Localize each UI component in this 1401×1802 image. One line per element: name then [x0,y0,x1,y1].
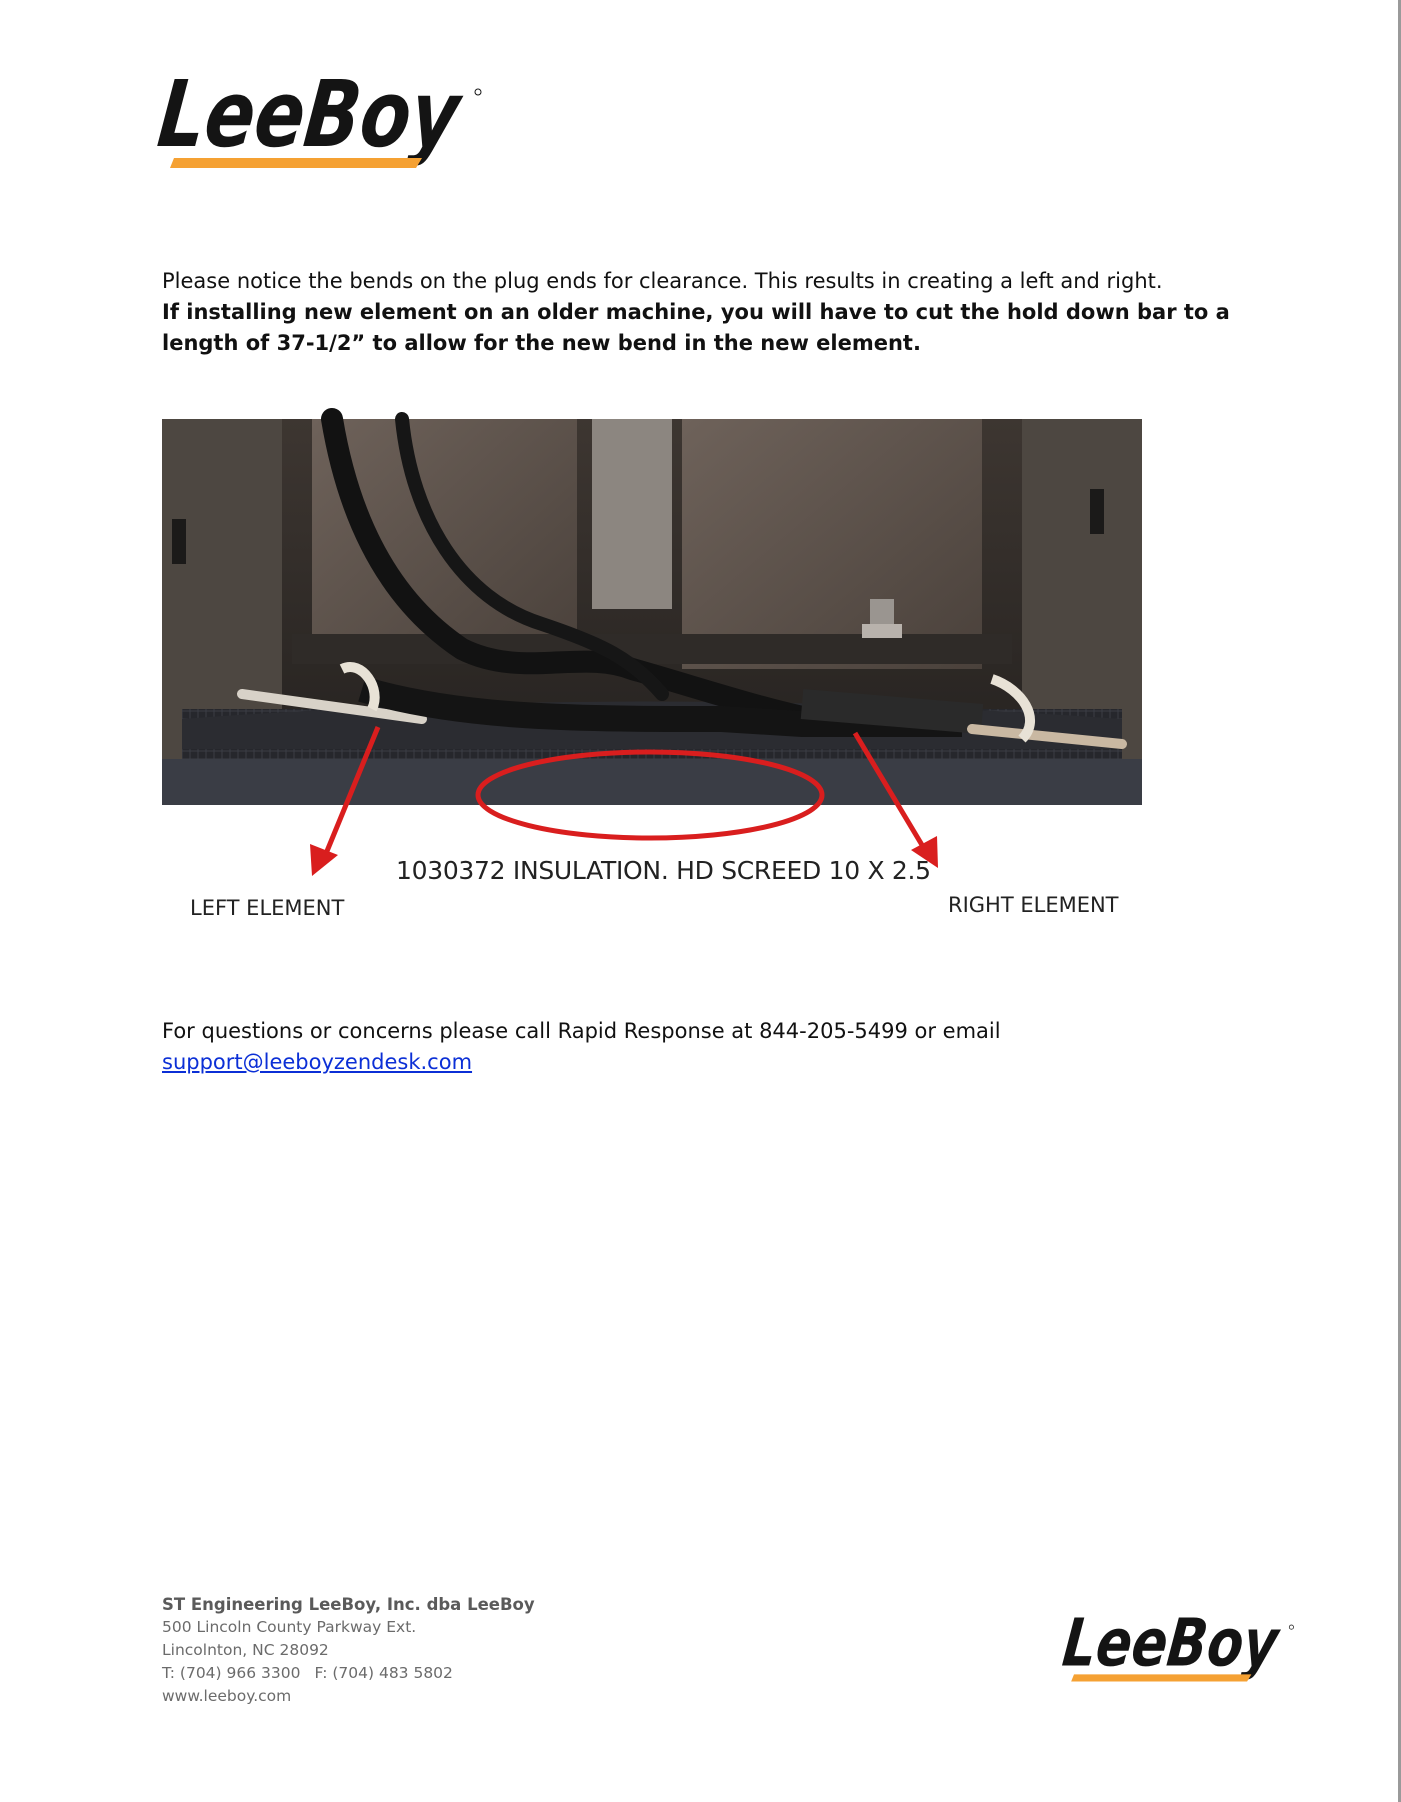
footer-website: www.leeboy.com [162,1687,292,1705]
support-email-link[interactable]: support@leeboyzendesk.com [162,1050,473,1074]
contact-text: For questions or concerns please call Rapid Response at 844-205-5499 or email [162,1019,1001,1043]
left-arrow [310,727,378,876]
notice-warning: If installing new element on an older machine, you will have to cut the hold down bar to a length of 37-1/2” to allow for the new bend in the new element. [162,300,1230,355]
footer-fax: F: (704) 483 5802 [314,1664,453,1682]
highlight-ellipse [478,752,822,838]
right-arrow [855,733,938,868]
footer-address [162,1593,535,1708]
svg-text:LeeBoy: LeeBoy [1059,1604,1337,1682]
notice-line-1: Please notice the bends on the plug ends for clearance. This results in creating a left and right. [162,269,1163,293]
footer-address-line-1: 500 Lincoln County Parkway Ext. [162,1618,417,1636]
right-element-label: RIGHT ELEMENT [948,893,1119,917]
leeboy-logo-footer [1059,1604,1337,1692]
footer-phone: T: (704) 966 3300 [162,1664,301,1682]
part-label: 1030372 INSULATION. HD SCREED 10 X 2.5 [396,856,931,885]
footer-company: ST Engineering LeeBoy, Inc. dba LeeBoy [162,1595,535,1614]
left-element-label: LEFT ELEMENT [190,896,345,920]
footer-address-line-2: Lincolnton, NC 28092 [162,1641,329,1659]
footer-phone-fax [162,1662,535,1685]
contact-block [162,1016,1262,1078]
svg-text:LeeBoy: LeeBoy [153,60,542,168]
